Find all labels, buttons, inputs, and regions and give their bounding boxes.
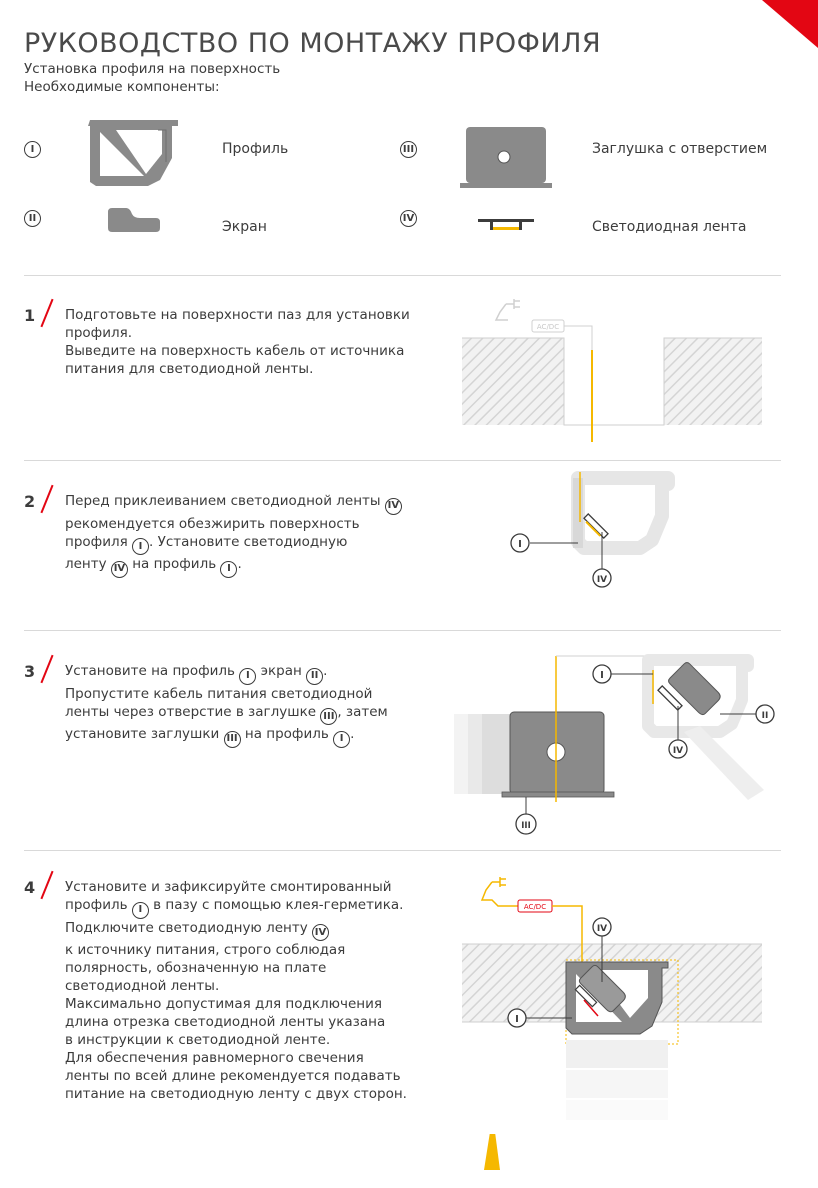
divider	[24, 630, 781, 631]
step-2-text-f: на профиль	[132, 556, 217, 572]
step-1-number: 1	[24, 306, 36, 325]
step-3-text	[65, 662, 435, 748]
step-2-text-g: .	[237, 556, 242, 572]
callout-iv: IV	[596, 924, 608, 934]
component-label-end-cap: Заглушка с отверстием	[592, 141, 768, 157]
badge-i: I	[239, 668, 256, 685]
page-title: РУКОВОДСТВО ПО МОНТАЖУ ПРОФИЛЯ	[24, 28, 602, 60]
profile-icon	[88, 118, 180, 188]
step-2-diagram	[508, 470, 688, 590]
step-1-diagram	[462, 290, 782, 450]
step-2-text	[65, 492, 435, 578]
callout-i: I	[518, 539, 522, 550]
badge-iv: IV	[312, 924, 329, 941]
step-2-text-a: Перед приклеиванием светодиодной ленты	[65, 493, 381, 509]
step-1-line: питания для светодиодной ленты.	[65, 361, 314, 377]
component-label-diffuser: Экран	[222, 219, 267, 235]
step-1-line: Подготовьте на поверхности паз для установки	[65, 307, 410, 323]
divider	[24, 275, 781, 276]
step-2-number: 2	[24, 492, 36, 511]
end-cap-icon	[460, 125, 552, 191]
component-number-iv: IV	[400, 210, 417, 227]
glue-tube-icon	[484, 1132, 500, 1170]
step-4-text-l: ленты по всей длине рекомендуется подавать	[65, 1068, 401, 1084]
step-4-text-d: Подключите светодиодную ленту	[65, 919, 308, 936]
step-1-line: профиля.	[65, 325, 133, 341]
step-1-line: Выведите на поверхность кабель от источника	[65, 343, 405, 359]
step-3-text-c: .	[323, 663, 328, 679]
step-3-text-d: Пропустите кабель питания светодиодной	[65, 685, 373, 702]
component-number-i: I	[24, 141, 41, 158]
component-number-ii: II	[24, 210, 41, 227]
badge-iii: III	[320, 708, 337, 725]
step-4-text-j: в инструкции к светодиодной ленте.	[65, 1032, 331, 1048]
callout-i: I	[515, 1014, 519, 1025]
step-4-text-a: Установите и зафиксируйте смонтированный	[65, 879, 392, 895]
callout-iv: IV	[596, 575, 608, 585]
badge-i: I	[132, 538, 149, 555]
component-label-profile: Профиль	[222, 141, 289, 157]
step-1-slash	[40, 299, 53, 328]
step-4-text-m: питание на светодиодную ленту с двух сторон.	[65, 1086, 407, 1102]
step-2-text-b: рекомендуется обезжирить поверхность	[65, 515, 360, 532]
divider	[24, 460, 781, 461]
intro-line-2: Необходимые компоненты:	[24, 79, 220, 95]
led-strip-icon	[478, 219, 534, 233]
divider	[24, 850, 781, 851]
step-3-text-a: Установите на профиль	[65, 663, 236, 679]
step-4-text-b: профиль	[65, 897, 128, 913]
step-3-text-b: экран	[260, 663, 302, 679]
step-4-text-g: светодиодной ленты.	[65, 978, 220, 994]
step-4-text-c: в пазу с помощью клея-герметика.	[153, 897, 404, 913]
step-2-text-d: . Установите светодиодную	[149, 533, 348, 550]
step-3-text-g: установите заглушки	[65, 726, 220, 742]
step-3-diagram	[448, 640, 788, 840]
step-4-slash	[40, 871, 53, 900]
acdc-label: AC/DC	[523, 903, 547, 911]
step-3-text-e: ленты через отверстие в заглушке	[65, 703, 317, 720]
step-3-text-f: , затем	[337, 703, 388, 720]
step-4-text-f: полярность, обозначенную на плате	[65, 960, 327, 976]
step-4-text-k: Для обеспечения равномерного свечения	[65, 1050, 364, 1066]
acdc-label-faded: AC/DC	[536, 323, 560, 331]
intro-line-1: Установка профиля на поверхность	[24, 61, 281, 77]
step-3-slash	[40, 655, 53, 684]
badge-iv: IV	[111, 561, 128, 578]
step-4-text-i: длина отрезка светодиодной ленты указана	[65, 1014, 386, 1030]
component-number-iii: III	[400, 141, 417, 158]
badge-iii: III	[224, 731, 241, 748]
step-1-text	[65, 306, 435, 378]
step-4-text	[65, 878, 435, 1103]
intro	[24, 60, 280, 96]
step-4-text-e: к источнику питания, строго соблюдая	[65, 942, 346, 958]
callout-iv: IV	[672, 746, 684, 756]
badge-i: I	[333, 731, 350, 748]
step-2-text-c: профиля	[65, 533, 128, 550]
badge-i: I	[220, 561, 237, 578]
callout-iii: III	[521, 821, 531, 831]
step-3-text-h: на профиль	[244, 726, 329, 742]
component-label-led-strip: Светодиодная лента	[592, 219, 747, 235]
corner-accent	[762, 0, 818, 48]
step-2-slash	[40, 485, 53, 514]
callout-i: I	[600, 670, 604, 681]
badge-i: I	[132, 902, 149, 919]
badge-iv: IV	[385, 498, 402, 515]
step-4-number: 4	[24, 878, 36, 897]
step-3-number: 3	[24, 662, 36, 681]
step-3-text-i: .	[350, 726, 355, 742]
step-2-text-e: ленту	[65, 556, 107, 572]
diffuser-icon	[106, 206, 162, 234]
step-4-diagram	[462, 870, 782, 1175]
step-4-text-h: Максимально допустимая для подключения	[65, 996, 382, 1012]
badge-ii: II	[306, 668, 323, 685]
callout-ii: II	[761, 711, 769, 721]
